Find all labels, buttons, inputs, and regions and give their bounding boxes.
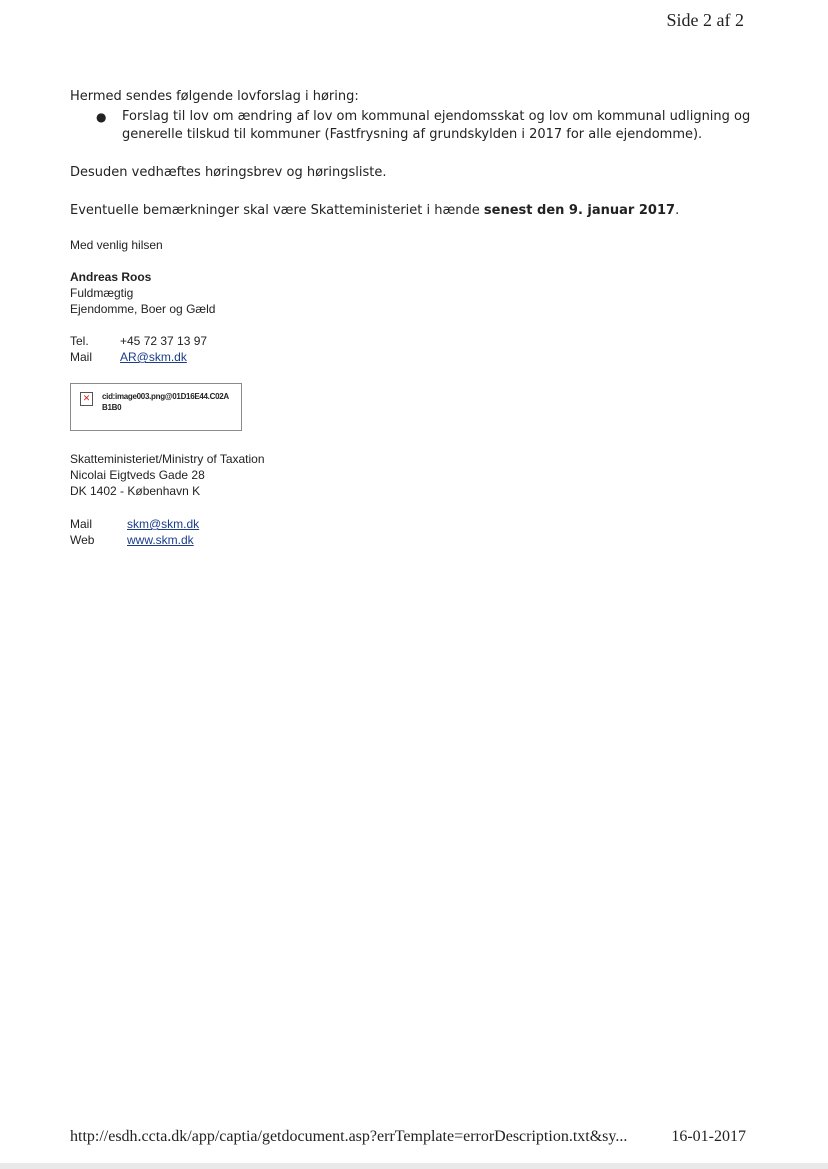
tel-label: Tel. [70, 334, 89, 348]
organization-name: Skatteministeriet/Ministry of Taxation [70, 452, 265, 466]
page-number: Side 2 af 2 [666, 10, 744, 30]
mail-label: Mail [70, 350, 93, 364]
deadline-date: senest den 9. januar 2017 [483, 203, 676, 218]
remarks-deadline [70, 202, 750, 220]
signer-email-link[interactable]: AR@skm.dk [120, 350, 187, 364]
bill-list [96, 108, 756, 144]
remarks-suffix: . [675, 203, 680, 218]
signer-name: Andreas Roos [70, 270, 152, 284]
image-alt-text: cid:image003.png@01D16E44.C02AB1B0 [102, 392, 229, 412]
org-web-label: Web [70, 533, 95, 547]
org-email-link[interactable]: skm@skm.dk [127, 517, 200, 531]
bullet-icon: ● [96, 110, 107, 124]
closing-greeting: Med venlig hilsen [70, 238, 163, 252]
org-web-link[interactable]: www.skm.dk [127, 533, 194, 547]
signer-contact [70, 333, 207, 365]
broken-image-placeholder [70, 383, 242, 431]
organization-contact [70, 516, 199, 548]
tel-value: +45 72 37 13 97 [120, 334, 208, 348]
signer-department: Ejendomme, Boer og Gæld [70, 302, 216, 316]
broken-image-icon: ✕ [80, 392, 93, 406]
signer-title: Fuldmægtig [70, 286, 134, 300]
org-mail-label: Mail [70, 517, 93, 531]
letter-intro: Hermed sendes følgende lovforslag i høring: [70, 89, 359, 104]
attachments-note: Desuden vedhæftes høringsbrev og høringsliste. [70, 165, 387, 180]
list-item [96, 108, 756, 144]
organization-city: DK 1402 - København K [70, 484, 201, 498]
organization-street: Nicolai Eigtveds Gade 28 [70, 468, 205, 482]
bill-title: Forslag til lov om ændring af lov om kommunal ejendomsskat og lov om kommunal udligning og generelle tilskud til kommuner (Fastfrysning af grundskylden i 2017 for alle ejendomme). [122, 109, 751, 142]
footer-date: 16-01-2017 [671, 1128, 746, 1145]
signature-block [70, 269, 215, 317]
organization-address [70, 451, 265, 499]
remarks-prefix: Eventuelle bemærkninger skal være Skatteministeriet i hænde [70, 203, 484, 218]
scan-edge [0, 1163, 828, 1169]
footer-url: http://esdh.ccta.dk/app/captia/getdocument.asp?errTemplate=errorDescription.txt&sy... [70, 1128, 628, 1145]
